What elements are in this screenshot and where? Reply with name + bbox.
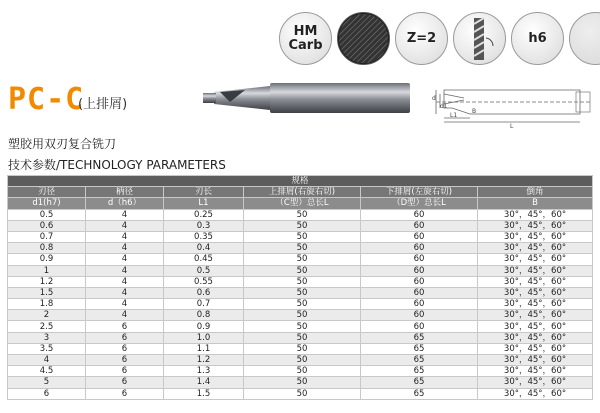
table-cell: 0.7 (164, 299, 244, 310)
table-cell: 1.8 (8, 299, 86, 310)
table-cell: 65 (361, 343, 478, 354)
subheader-d-length: （D型）总长L (361, 198, 478, 209)
table-cell: 4 (86, 243, 164, 254)
table-cell: 1.5 (8, 287, 86, 298)
table-row (8, 321, 593, 332)
drawing-label-d1: d1 (440, 103, 448, 110)
table-cell: 60 (361, 220, 478, 231)
table-cell: 60 (361, 209, 478, 220)
table-cell: 65 (361, 355, 478, 366)
table-cell: 30°，45°，60° (478, 243, 593, 254)
table-cell: 50 (244, 366, 361, 377)
header-blade-length: 刃长 (164, 187, 244, 198)
table-cell: 50 (244, 276, 361, 287)
table-group-header: 规格 (8, 176, 593, 187)
section-title: 技术参数/TECHNOLOGY PARAMETERS (8, 158, 226, 172)
table-cell: 60 (361, 231, 478, 242)
table-row (8, 299, 593, 310)
table-cell: 60 (361, 299, 478, 310)
table-cell: 50 (244, 265, 361, 276)
table-cell: 50 (244, 243, 361, 254)
tolerance-h6-icon: h6 (511, 12, 564, 65)
table-row (8, 343, 593, 354)
table-cell: 4 (86, 310, 164, 321)
table-cell: 30°，45°，60° (478, 299, 593, 310)
table-cell: 30°，45°，60° (478, 220, 593, 231)
table-cell: 65 (361, 388, 478, 399)
table-cell: 30°，45°，60° (478, 332, 593, 343)
table-cell: 6 (86, 343, 164, 354)
table-cell: 50 (244, 321, 361, 332)
table-cell: 6 (8, 388, 86, 399)
table-cell: 30°，45°，60° (478, 366, 593, 377)
table-cell: 50 (244, 220, 361, 231)
table-cell: 3.5 (8, 343, 86, 354)
table-cell: 6 (86, 355, 164, 366)
table-row (8, 265, 593, 276)
table-cell: 30°，45°，60° (478, 321, 593, 332)
table-cell: 4 (86, 265, 164, 276)
table-cell: 4 (8, 355, 86, 366)
table-cell: 0.3 (164, 220, 244, 231)
product-subtitle: (上排屑) (78, 97, 128, 112)
tool-image (200, 78, 415, 123)
parameters-table (7, 175, 593, 400)
table-row (8, 310, 593, 321)
table-cell: 0.55 (164, 276, 244, 287)
table-cell: 0.35 (164, 231, 244, 242)
table-cell: 50 (244, 299, 361, 310)
table-cell: 0.9 (164, 321, 244, 332)
table-cell: 50 (244, 355, 361, 366)
table-cell: 50 (244, 343, 361, 354)
table-cell: 4 (86, 254, 164, 265)
table-cell: 0.6 (164, 287, 244, 298)
subheader-b: B (478, 198, 593, 209)
table-cell: 5 (8, 377, 86, 388)
drawing-label-l1: L1 (450, 112, 458, 119)
drawing-label-b: B (472, 108, 477, 115)
table-cell: 0.45 (164, 254, 244, 265)
table-row (8, 366, 593, 377)
table-cell: 1.2 (8, 276, 86, 287)
table-cell: 60 (361, 254, 478, 265)
table-cell: 0.6 (8, 220, 86, 231)
table-row (8, 254, 593, 265)
table-cell: 1.5 (164, 388, 244, 399)
table-cell: 1.4 (164, 377, 244, 388)
table-row (8, 276, 593, 287)
product-description: 塑胶用双刃复合铣刀 (8, 137, 117, 151)
table-cell: 50 (244, 209, 361, 220)
table-cell: 30°，45°，60° (478, 343, 593, 354)
header-blade-dia: 刃径 (8, 187, 86, 198)
table-cell: 65 (361, 332, 478, 343)
table-row (8, 243, 593, 254)
table-cell: 30°，45°，60° (478, 276, 593, 287)
table-cell: 50 (244, 332, 361, 343)
table-cell: 30°，45°，60° (478, 388, 593, 399)
tool-drawing (430, 80, 595, 130)
table-cell: 60 (361, 276, 478, 287)
table-row (8, 377, 593, 388)
table-cell: 0.4 (164, 243, 244, 254)
table-cell: 4 (86, 220, 164, 231)
table-row (8, 209, 593, 220)
table-cell: 50 (244, 388, 361, 399)
table-cell: 60 (361, 287, 478, 298)
table-cell: 0.8 (164, 310, 244, 321)
header-upcut: 上排屑(右旋右切) (244, 187, 361, 198)
table-cell: 50 (244, 377, 361, 388)
drawing-label-d: d (432, 95, 436, 102)
table-cell: 4 (86, 287, 164, 298)
table-cell: 3 (8, 332, 86, 343)
table-cell: 60 (361, 243, 478, 254)
table-cell: 0.7 (8, 231, 86, 242)
table-cell: 50 (244, 231, 361, 242)
table-row (8, 332, 593, 343)
table-cell: 30°，45°，60° (478, 310, 593, 321)
table-cell: 2 (8, 310, 86, 321)
table-cell: 30°，45°，60° (478, 377, 593, 388)
carb-label: Carb (288, 37, 323, 53)
table-row (8, 220, 593, 231)
table-row (8, 287, 593, 298)
table-cell: 30°，45°，60° (478, 231, 593, 242)
subheader-c-length: （C型）总长L (244, 198, 361, 209)
table-cell: 0.8 (8, 243, 86, 254)
table-cell: 60 (361, 265, 478, 276)
table-cell: 50 (244, 310, 361, 321)
table-cell: 1 (8, 265, 86, 276)
table-cell: 6 (86, 388, 164, 399)
table-cell: 60 (361, 321, 478, 332)
table-row (8, 355, 593, 366)
table-cell: 0.25 (164, 209, 244, 220)
table-cell: 6 (86, 321, 164, 332)
table-cell: 6 (86, 366, 164, 377)
table-cell: 0.5 (164, 265, 244, 276)
table-row (8, 388, 593, 399)
table-cell: 6 (86, 332, 164, 343)
header-downcut: 下排屑(左旋右切) (361, 187, 478, 198)
blank-icon-1 (569, 12, 600, 65)
table-cell: 4 (86, 209, 164, 220)
header-chamfer: 倒角 (478, 187, 593, 198)
table-cell: 6 (86, 377, 164, 388)
hm-label: HM (293, 23, 318, 39)
table-cell: 2.5 (8, 321, 86, 332)
hm-carb-icon (279, 12, 332, 65)
table-cell: 65 (361, 377, 478, 388)
helix-angle-icon (453, 12, 506, 65)
subheader-l1: L1 (164, 198, 244, 209)
table-cell: 4 (86, 299, 164, 310)
drawing-label-l: L (510, 123, 514, 130)
table-cell: 30°，45°，60° (478, 209, 593, 220)
table-cell: 50 (244, 287, 361, 298)
table-cell: 0.5 (8, 209, 86, 220)
table-cell: 1.0 (164, 332, 244, 343)
table-cell: 1.1 (164, 343, 244, 354)
header-shank-dia: 柄径 (86, 187, 164, 198)
subheader-d1: d1(h7) (8, 198, 86, 209)
table-cell: 4 (86, 276, 164, 287)
table-cell: 1.3 (164, 366, 244, 377)
table-cell: 0.9 (8, 254, 86, 265)
table-cell: 65 (361, 366, 478, 377)
table-cell: 1.2 (164, 355, 244, 366)
table-cell: 50 (244, 254, 361, 265)
table-cell: 30°，45°，60° (478, 355, 593, 366)
flute-count-icon: Z=2 (395, 12, 448, 65)
table-cell: 30°，45°，60° (478, 265, 593, 276)
carbide-texture-icon (337, 12, 390, 65)
product-code: PC-C (8, 82, 85, 117)
table-cell: 30°，45°，60° (478, 254, 593, 265)
table-cell: 4.5 (8, 366, 86, 377)
table-body (8, 209, 593, 399)
table-cell: 4 (86, 231, 164, 242)
table-cell: 60 (361, 310, 478, 321)
table-cell: 30°，45°，60° (478, 287, 593, 298)
table-row (8, 231, 593, 242)
subheader-d: d（h6） (86, 198, 164, 209)
